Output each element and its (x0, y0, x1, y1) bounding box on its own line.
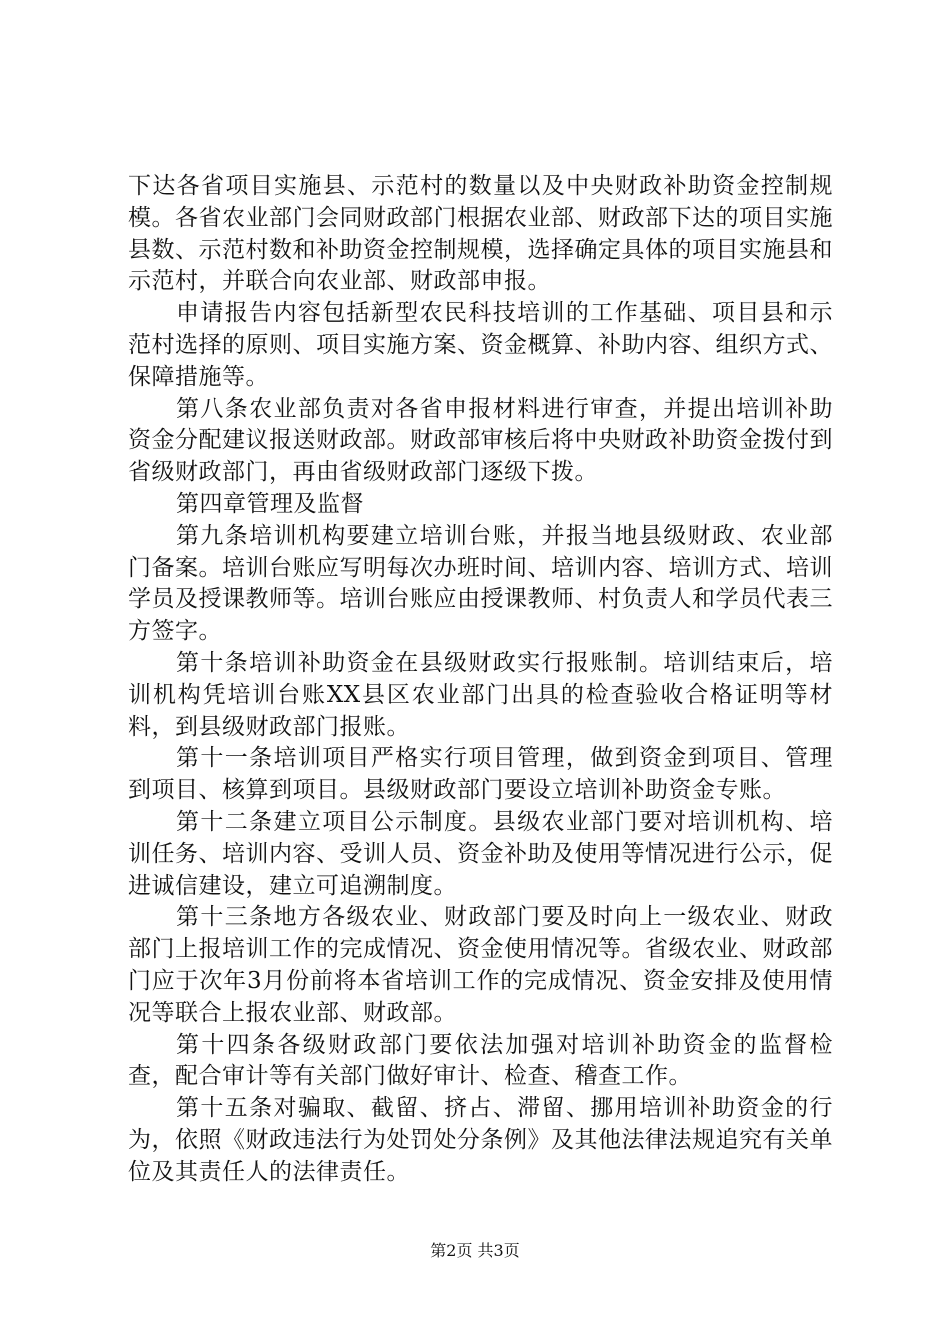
article-13: 第十三条地方各级农业、财政部门要及时向上一级农业、财政部门上报培训工作的完成情况、资金使用情况等。省级农业、财政部门应于次年3月份前将本省培训工作的完成情况、资金安排及使用情况等联合上报农业部、财政部。 (128, 904, 833, 1026)
paragraph: 下达各省项目实施县、示范村的数量以及中央财政补助资金控制规模。各省农业部门会同财政部门根据农业部、财政部下达的项目实施县数、示范村数和补助资金控制规模，选择确定具体的项目实施县和示范村，并联合向农业部、财政部申报。 (128, 173, 833, 295)
article-14: 第十四条各级财政部门要依法加强对培训补助资金的监督检查，配合审计等有关部门做好审计、检查、稽查工作。 (128, 1031, 833, 1090)
document-body (128, 171, 833, 1189)
article-11: 第十一条培训项目严格实行项目管理，做到资金到项目、管理到项目、核算到项目。县级财政部门要设立培训补助资金专账。 (128, 745, 833, 804)
page-number-footer: 第2页 共3页 (430, 1241, 520, 1260)
article-10: 第十条培训补助资金在县级财政实行报账制。培训结束后，培训机构凭培训台账XX县区农业部门出具的检查验收合格证明等材料，到县级财政部门报账。 (128, 649, 833, 740)
chapter-heading: 第四章管理及监督 (176, 490, 364, 517)
paragraph: 申请报告内容包括新型农民科技培训的工作基础、项目县和示范村选择的原则、项目实施方案、资金概算、补助内容、组织方式、保障措施等。 (128, 300, 833, 390)
article-15: 第十五条对骗取、截留、挤占、滞留、挪用培训补助资金的行为，依照《财政违法行为处罚处分条例》及其他法律法规追究有关单位及其责任人的法律责任。 (128, 1095, 833, 1185)
article-12: 第十二条建立项目公示制度。县级农业部门要对培训机构、培训任务、培训内容、受训人员、资金补助及使用等情况进行公示，促进诚信建设，建立可追溯制度。 (128, 808, 833, 899)
article-9: 第九条培训机构要建立培训台账，并报当地县级财政、农业部门备案。培训台账应写明每次办班时间、培训内容、培训方式、培训学员及授课教师等。培训台账应由授课教师、村负责人和学员代表三方签字。 (128, 522, 833, 645)
article-8: 第八条农业部负责对各省申报材料进行审查，并提出培训补助资金分配建议报送财政部。财政部审核后将中央财政补助资金拨付到省级财政部门，再由省级财政部门逐级下拨。 (128, 395, 833, 486)
